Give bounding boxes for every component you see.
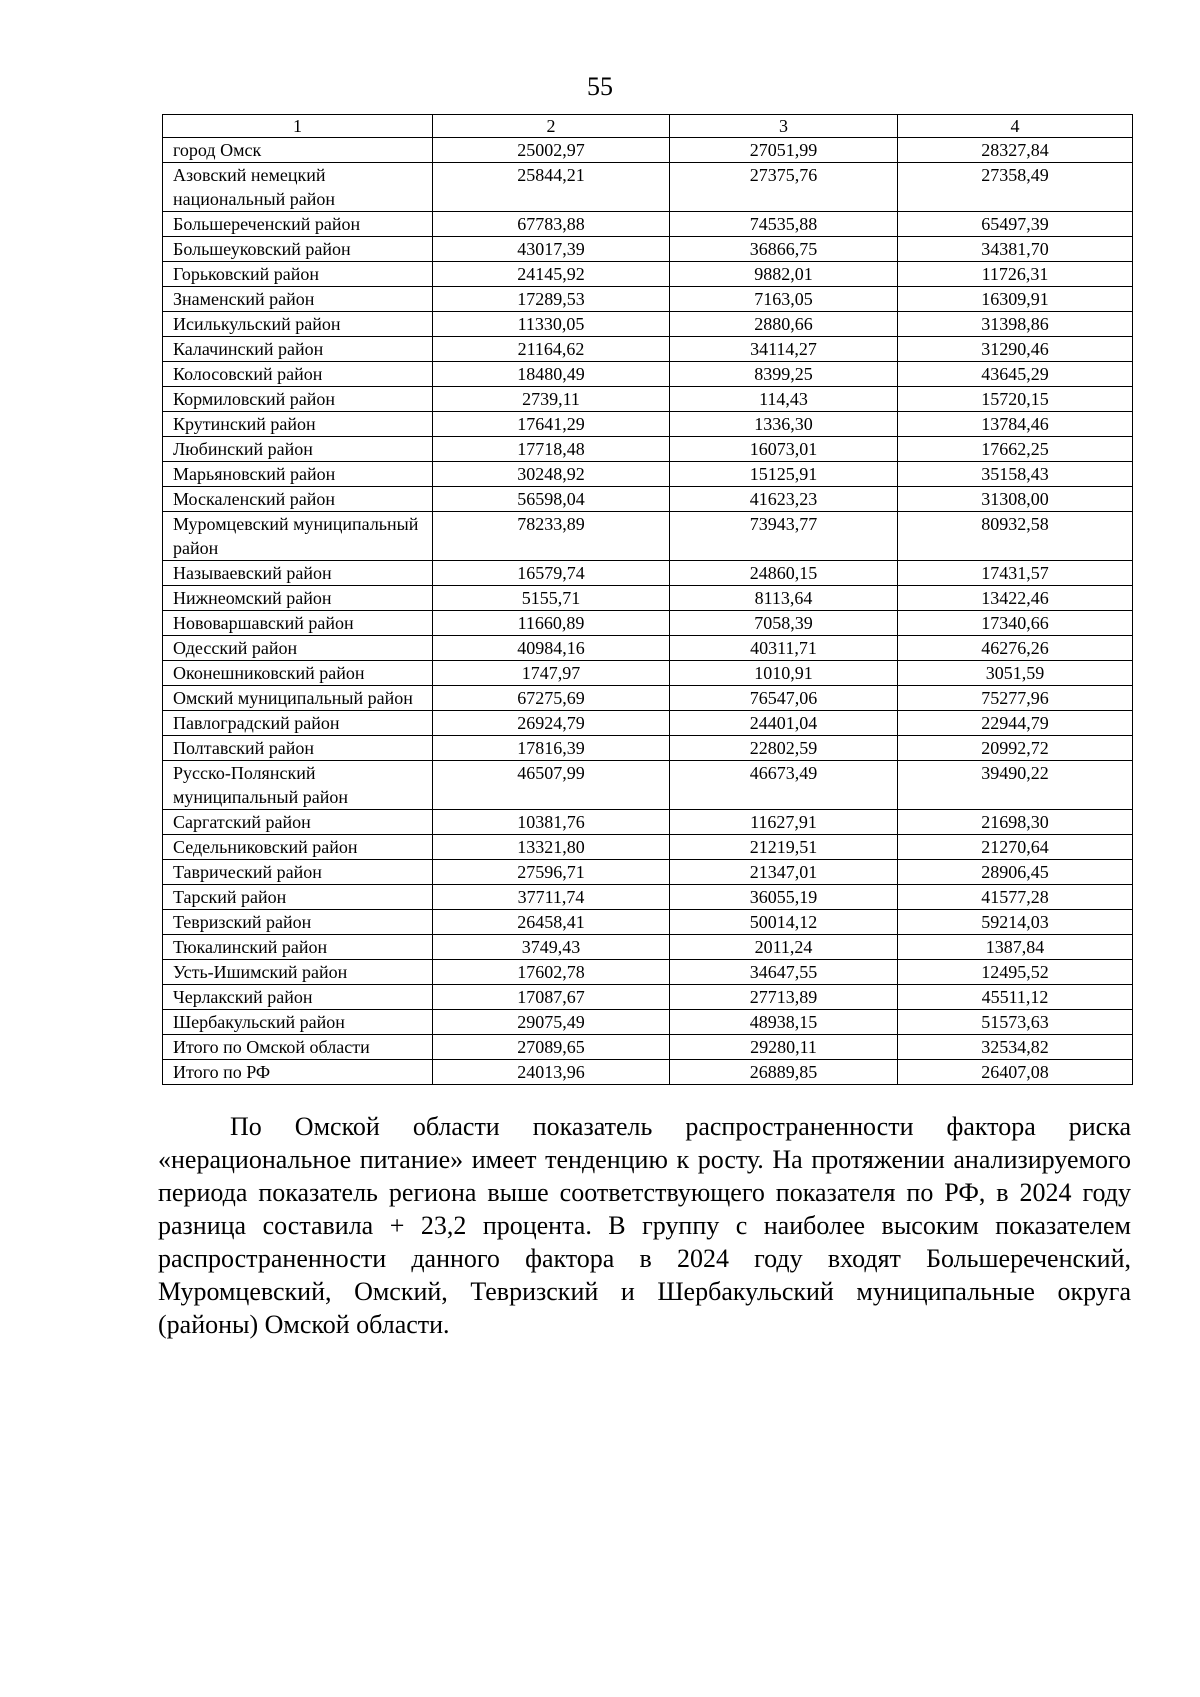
value-cell: 27596,71 — [433, 860, 670, 885]
table-row — [163, 212, 1133, 237]
value-cell: 34114,27 — [670, 337, 898, 362]
table-row — [163, 661, 1133, 686]
table-row — [163, 1035, 1133, 1060]
district-name-cell: Павлоградский район — [163, 711, 433, 736]
value-cell: 3749,43 — [433, 935, 670, 960]
district-name-cell: Большереченский район — [163, 212, 433, 237]
value-cell: 8399,25 — [670, 362, 898, 387]
value-cell: 65497,39 — [898, 212, 1133, 237]
value-cell: 45511,12 — [898, 985, 1133, 1010]
table-header-row — [163, 115, 1133, 138]
value-cell: 16579,74 — [433, 561, 670, 586]
value-cell: 46276,26 — [898, 636, 1133, 661]
value-cell: 34647,55 — [670, 960, 898, 985]
value-cell: 51573,63 — [898, 1010, 1133, 1035]
district-name-cell: Саргатский район — [163, 810, 433, 835]
district-name-cell: Муромцевский муниципальный район — [163, 512, 433, 561]
column-header: 1 — [163, 115, 433, 138]
value-cell: 40984,16 — [433, 636, 670, 661]
value-cell: 43645,29 — [898, 362, 1133, 387]
value-cell: 16309,91 — [898, 287, 1133, 312]
value-cell: 28327,84 — [898, 138, 1133, 163]
value-cell: 74535,88 — [670, 212, 898, 237]
table-row — [163, 512, 1133, 561]
value-cell: 27089,65 — [433, 1035, 670, 1060]
value-cell: 18480,49 — [433, 362, 670, 387]
value-cell: 17718,48 — [433, 437, 670, 462]
table-row — [163, 835, 1133, 860]
value-cell: 22802,59 — [670, 736, 898, 761]
value-cell: 24860,15 — [670, 561, 898, 586]
district-name-cell: Москаленский район — [163, 487, 433, 512]
value-cell: 17602,78 — [433, 960, 670, 985]
value-cell: 22944,79 — [898, 711, 1133, 736]
value-cell: 21219,51 — [670, 835, 898, 860]
value-cell: 39490,22 — [898, 761, 1133, 810]
district-name-cell: Крутинский район — [163, 412, 433, 437]
table-row — [163, 935, 1133, 960]
value-cell: 21698,30 — [898, 810, 1133, 835]
value-cell: 2739,11 — [433, 387, 670, 412]
table-row — [163, 287, 1133, 312]
value-cell: 2880,66 — [670, 312, 898, 337]
value-cell: 16073,01 — [670, 437, 898, 462]
value-cell: 32534,82 — [898, 1035, 1133, 1060]
value-cell: 25844,21 — [433, 163, 670, 212]
value-cell: 3051,59 — [898, 661, 1133, 686]
district-name-cell: Усть-Ишимский район — [163, 960, 433, 985]
value-cell: 24013,96 — [433, 1060, 670, 1085]
district-name-cell: Кормиловский район — [163, 387, 433, 412]
value-cell: 37711,74 — [433, 885, 670, 910]
data-table — [162, 114, 1133, 1085]
value-cell: 11726,31 — [898, 262, 1133, 287]
value-cell: 17662,25 — [898, 437, 1133, 462]
value-cell: 21270,64 — [898, 835, 1133, 860]
table-row — [163, 561, 1133, 586]
value-cell: 24401,04 — [670, 711, 898, 736]
value-cell: 31308,00 — [898, 487, 1133, 512]
value-cell: 15720,15 — [898, 387, 1133, 412]
table-row — [163, 636, 1133, 661]
value-cell: 41577,28 — [898, 885, 1133, 910]
district-name-cell: Любинский район — [163, 437, 433, 462]
column-header: 3 — [670, 115, 898, 138]
table-body — [163, 138, 1133, 1085]
value-cell: 26458,41 — [433, 910, 670, 935]
value-cell: 35158,43 — [898, 462, 1133, 487]
table-row — [163, 985, 1133, 1010]
value-cell: 11627,91 — [670, 810, 898, 835]
value-cell: 17087,67 — [433, 985, 670, 1010]
value-cell: 7058,39 — [670, 611, 898, 636]
value-cell: 67275,69 — [433, 686, 670, 711]
value-cell: 30248,92 — [433, 462, 670, 487]
value-cell: 29075,49 — [433, 1010, 670, 1035]
value-cell: 27051,99 — [670, 138, 898, 163]
value-cell: 2011,24 — [670, 935, 898, 960]
district-name-cell: Оконешниковский район — [163, 661, 433, 686]
value-cell: 1747,97 — [433, 661, 670, 686]
value-cell: 26889,85 — [670, 1060, 898, 1085]
value-cell: 56598,04 — [433, 487, 670, 512]
value-cell: 1010,91 — [670, 661, 898, 686]
table-row — [163, 810, 1133, 835]
district-name-cell: Одесский район — [163, 636, 433, 661]
value-cell: 80932,58 — [898, 512, 1133, 561]
table-row — [163, 437, 1133, 462]
table-row — [163, 611, 1133, 636]
value-cell: 12495,52 — [898, 960, 1133, 985]
table-row — [163, 736, 1133, 761]
district-name-cell: Русско-Полянский муниципальный район — [163, 761, 433, 810]
value-cell: 43017,39 — [433, 237, 670, 262]
table-row — [163, 686, 1133, 711]
column-header: 4 — [898, 115, 1133, 138]
table-row — [163, 761, 1133, 810]
value-cell: 10381,76 — [433, 810, 670, 835]
district-name-cell: Тюкалинский район — [163, 935, 433, 960]
table-row — [163, 586, 1133, 611]
value-cell: 8113,64 — [670, 586, 898, 611]
district-name-cell: Азовский немецкий национальный район — [163, 163, 433, 212]
district-name-cell: Черлакский район — [163, 985, 433, 1010]
value-cell: 9882,01 — [670, 262, 898, 287]
district-name-cell: Седельниковский район — [163, 835, 433, 860]
table-row — [163, 262, 1133, 287]
value-cell: 41623,23 — [670, 487, 898, 512]
table-row — [163, 412, 1133, 437]
value-cell: 11660,89 — [433, 611, 670, 636]
district-name-cell: Нижнеомский район — [163, 586, 433, 611]
column-header: 2 — [433, 115, 670, 138]
value-cell: 67783,88 — [433, 212, 670, 237]
value-cell: 114,43 — [670, 387, 898, 412]
value-cell: 78233,89 — [433, 512, 670, 561]
district-name-cell: Итого по РФ — [163, 1060, 433, 1085]
value-cell: 76547,06 — [670, 686, 898, 711]
value-cell: 17816,39 — [433, 736, 670, 761]
value-cell: 48938,15 — [670, 1010, 898, 1035]
table-row — [163, 163, 1133, 212]
value-cell: 1336,30 — [670, 412, 898, 437]
district-name-cell: Большеуковский район — [163, 237, 433, 262]
table-row — [163, 711, 1133, 736]
table-row — [163, 860, 1133, 885]
value-cell: 27358,49 — [898, 163, 1133, 212]
value-cell: 31290,46 — [898, 337, 1133, 362]
value-cell: 26924,79 — [433, 711, 670, 736]
value-cell: 13422,46 — [898, 586, 1133, 611]
value-cell: 11330,05 — [433, 312, 670, 337]
value-cell: 26407,08 — [898, 1060, 1133, 1085]
value-cell: 29280,11 — [670, 1035, 898, 1060]
value-cell: 46673,49 — [670, 761, 898, 810]
value-cell: 13784,46 — [898, 412, 1133, 437]
value-cell: 28906,45 — [898, 860, 1133, 885]
table-row — [163, 312, 1133, 337]
value-cell: 20992,72 — [898, 736, 1133, 761]
value-cell: 31398,86 — [898, 312, 1133, 337]
table-row — [163, 960, 1133, 985]
district-name-cell: Знаменский район — [163, 287, 433, 312]
value-cell: 17340,66 — [898, 611, 1133, 636]
table-row — [163, 138, 1133, 163]
district-name-cell: Колосовский район — [163, 362, 433, 387]
table-row — [163, 337, 1133, 362]
value-cell: 21164,62 — [433, 337, 670, 362]
district-name-cell: Тевризский район — [163, 910, 433, 935]
value-cell: 59214,03 — [898, 910, 1133, 935]
value-cell: 46507,99 — [433, 761, 670, 810]
district-name-cell: Горьковский район — [163, 262, 433, 287]
value-cell: 1387,84 — [898, 935, 1133, 960]
value-cell: 50014,12 — [670, 910, 898, 935]
district-name-cell: Называевский район — [163, 561, 433, 586]
table-row — [163, 1010, 1133, 1035]
district-name-cell: Таврический район — [163, 860, 433, 885]
table-row — [163, 387, 1133, 412]
table-row — [163, 237, 1133, 262]
value-cell: 15125,91 — [670, 462, 898, 487]
district-name-cell: Полтавский район — [163, 736, 433, 761]
value-cell: 36055,19 — [670, 885, 898, 910]
value-cell: 5155,71 — [433, 586, 670, 611]
table-row — [163, 885, 1133, 910]
value-cell: 73943,77 — [670, 512, 898, 561]
value-cell: 75277,96 — [898, 686, 1133, 711]
value-cell: 24145,92 — [433, 262, 670, 287]
district-name-cell: Калачинский район — [163, 337, 433, 362]
value-cell: 21347,01 — [670, 860, 898, 885]
value-cell: 17641,29 — [433, 412, 670, 437]
value-cell: 13321,80 — [433, 835, 670, 860]
district-name-cell: Шербакульский район — [163, 1010, 433, 1035]
table-row — [163, 910, 1133, 935]
body-paragraph: По Омской области показатель распространенности фактора риска «нерациональное питание» имеет тенденцию к росту. На протяжении анализируемого периода показатель региона выше соответствующего показателя по РФ, в 2024 году разница составила + 23,2 процента. В группу с наиболее высоким показателем распространенности данного фактора в 2024 году входят Большереченский, Муромцевский, Омский, Тевризский и Шербакульский муниципальные округа (районы) Омской области. — [158, 1112, 1131, 1339]
district-name-cell: Нововаршавский район — [163, 611, 433, 636]
value-cell: 17289,53 — [433, 287, 670, 312]
table-row — [163, 487, 1133, 512]
table-row — [163, 1060, 1133, 1085]
value-cell: 17431,57 — [898, 561, 1133, 586]
table-row — [163, 462, 1133, 487]
value-cell: 36866,75 — [670, 237, 898, 262]
value-cell: 40311,71 — [670, 636, 898, 661]
district-name-cell: Исилькульский район — [163, 312, 433, 337]
value-cell: 34381,70 — [898, 237, 1133, 262]
district-name-cell: город Омск — [163, 138, 433, 163]
value-cell: 25002,97 — [433, 138, 670, 163]
value-cell: 27375,76 — [670, 163, 898, 212]
district-name-cell: Омский муниципальный район — [163, 686, 433, 711]
district-name-cell: Тарский район — [163, 885, 433, 910]
value-cell: 7163,05 — [670, 287, 898, 312]
table-row — [163, 362, 1133, 387]
value-cell: 27713,89 — [670, 985, 898, 1010]
district-name-cell: Итого по Омской области — [163, 1035, 433, 1060]
page-number: 55 — [587, 72, 613, 101]
district-name-cell: Марьяновский район — [163, 462, 433, 487]
